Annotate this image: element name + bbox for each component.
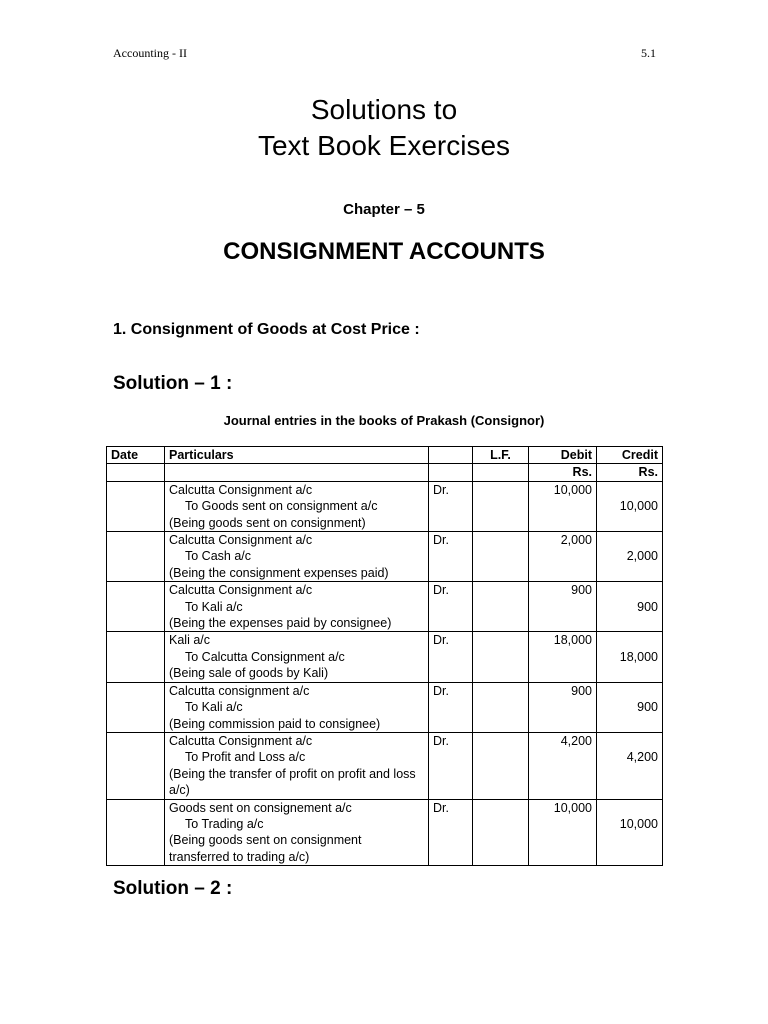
date-cell bbox=[107, 481, 165, 531]
column-header-dr bbox=[429, 447, 473, 464]
credit-unit: Rs. bbox=[597, 464, 663, 481]
unit-cell-dr bbox=[429, 464, 473, 481]
dr-cell: Dr. bbox=[429, 481, 473, 531]
particulars-cell bbox=[165, 481, 429, 531]
credit-cell bbox=[597, 532, 663, 582]
particulars-cell bbox=[165, 682, 429, 732]
journal-body bbox=[107, 481, 663, 865]
credit-account: To Cash a/c bbox=[185, 549, 252, 564]
particulars-cell bbox=[165, 732, 429, 799]
credit-amount: 10,000 bbox=[619, 499, 658, 514]
page-title-line-1: Solutions to bbox=[310, 94, 458, 125]
column-header-lf: L.F. bbox=[473, 447, 529, 464]
credit-account: To Calcutta Consignment a/c bbox=[185, 649, 345, 664]
column-header-credit: Credit bbox=[597, 447, 663, 464]
chapter-title: CONSIGNMENT ACCOUNTS bbox=[223, 238, 545, 265]
particulars-cell bbox=[165, 799, 429, 866]
credit-cell bbox=[597, 682, 663, 732]
credit-cell bbox=[597, 582, 663, 632]
debit-amount: 10,000 bbox=[529, 481, 597, 531]
journal-header-row bbox=[107, 447, 663, 464]
debit-amount: 900 bbox=[529, 682, 597, 732]
debit-account: Goods sent on consignement a/c bbox=[169, 800, 352, 815]
credit-amount: 10,000 bbox=[619, 816, 658, 831]
credit-cell bbox=[597, 632, 663, 682]
particulars-cell bbox=[165, 632, 429, 682]
debit-amount: 4,200 bbox=[529, 732, 597, 799]
dr-cell: Dr. bbox=[429, 732, 473, 799]
page-title-line-2: Text Book Exercises bbox=[257, 130, 511, 161]
book-title: Accounting - II bbox=[113, 46, 187, 60]
debit-account: Calcutta Consignment a/c bbox=[169, 533, 313, 548]
journal-unit-row bbox=[107, 464, 663, 481]
narration: (Being goods sent on consignment transferred to trading a/c) bbox=[169, 833, 362, 864]
narration: (Being the transfer of profit on profit and loss a/c) bbox=[169, 766, 416, 798]
debit-amount: 10,000 bbox=[529, 799, 597, 866]
credit-account: To Goods sent on consignment a/c bbox=[185, 499, 378, 514]
journal-row bbox=[107, 481, 663, 531]
dr-cell: Dr. bbox=[429, 682, 473, 732]
credit-amount: 4,200 bbox=[626, 750, 658, 765]
credit-cell bbox=[597, 799, 663, 866]
journal-row bbox=[107, 799, 663, 866]
date-cell bbox=[107, 582, 165, 632]
credit-account: To Profit and Loss a/c bbox=[185, 750, 306, 765]
credit-amount: 900 bbox=[637, 599, 658, 614]
narration: (Being commission paid to consignee) bbox=[169, 716, 381, 731]
debit-account: Kali a/c bbox=[169, 633, 210, 648]
column-header-particulars: Particulars bbox=[165, 447, 429, 464]
debit-amount: 2,000 bbox=[529, 532, 597, 582]
narration: (Being goods sent on consignment) bbox=[169, 515, 366, 530]
lf-cell bbox=[473, 481, 529, 531]
date-cell bbox=[107, 799, 165, 866]
journal-row bbox=[107, 582, 663, 632]
lf-cell bbox=[473, 682, 529, 732]
debit-account: Calcutta consignment a/c bbox=[169, 683, 310, 698]
lf-cell bbox=[473, 532, 529, 582]
particulars-cell bbox=[165, 582, 429, 632]
narration: (Being sale of goods by Kali) bbox=[169, 666, 329, 681]
credit-amount: 2,000 bbox=[626, 549, 658, 564]
narration: (Being the consignment expenses paid) bbox=[169, 565, 389, 580]
unit-cell-particulars bbox=[165, 464, 429, 481]
journal-caption: Journal entries in the books of Prakash (Consignor) bbox=[223, 413, 545, 428]
narration: (Being the expenses paid by consignee) bbox=[169, 616, 392, 631]
credit-account: To Kali a/c bbox=[185, 700, 243, 715]
debit-account: Calcutta Consignment a/c bbox=[169, 583, 313, 598]
journal-row bbox=[107, 732, 663, 799]
debit-amount: 18,000 bbox=[529, 632, 597, 682]
lf-cell bbox=[473, 582, 529, 632]
debit-account: Calcutta Consignment a/c bbox=[169, 482, 313, 497]
date-cell bbox=[107, 532, 165, 582]
page-title bbox=[0, 92, 768, 164]
credit-amount: 18,000 bbox=[619, 649, 658, 664]
date-cell bbox=[107, 682, 165, 732]
unit-cell-date bbox=[107, 464, 165, 481]
unit-cell-lf bbox=[473, 464, 529, 481]
lf-cell bbox=[473, 799, 529, 866]
debit-unit: Rs. bbox=[529, 464, 597, 481]
credit-cell bbox=[597, 732, 663, 799]
credit-cell bbox=[597, 481, 663, 531]
solution-2-heading: Solution – 2 : bbox=[113, 878, 233, 899]
credit-account: To Kali a/c bbox=[185, 599, 243, 614]
credit-account: To Trading a/c bbox=[185, 816, 264, 831]
chapter-number: Chapter – 5 bbox=[343, 201, 425, 218]
dr-cell: Dr. bbox=[429, 632, 473, 682]
credit-amount: 900 bbox=[637, 700, 658, 715]
page-number: 5.1 bbox=[641, 46, 656, 60]
running-header bbox=[113, 46, 656, 62]
particulars-cell bbox=[165, 532, 429, 582]
debit-account: Calcutta Consignment a/c bbox=[169, 733, 313, 748]
section-heading: 1. Consignment of Goods at Cost Price : bbox=[113, 321, 420, 338]
debit-amount: 900 bbox=[529, 582, 597, 632]
dr-cell: Dr. bbox=[429, 799, 473, 866]
journal-row bbox=[107, 682, 663, 732]
journal-row bbox=[107, 632, 663, 682]
dr-cell: Dr. bbox=[429, 582, 473, 632]
date-cell bbox=[107, 632, 165, 682]
solution-1-heading: Solution – 1 : bbox=[113, 373, 233, 394]
lf-cell bbox=[473, 732, 529, 799]
dr-cell: Dr. bbox=[429, 532, 473, 582]
lf-cell bbox=[473, 632, 529, 682]
column-header-debit: Debit bbox=[529, 447, 597, 464]
date-cell bbox=[107, 732, 165, 799]
column-header-date: Date bbox=[107, 447, 165, 464]
journal-row bbox=[107, 532, 663, 582]
journal-table bbox=[106, 446, 663, 866]
